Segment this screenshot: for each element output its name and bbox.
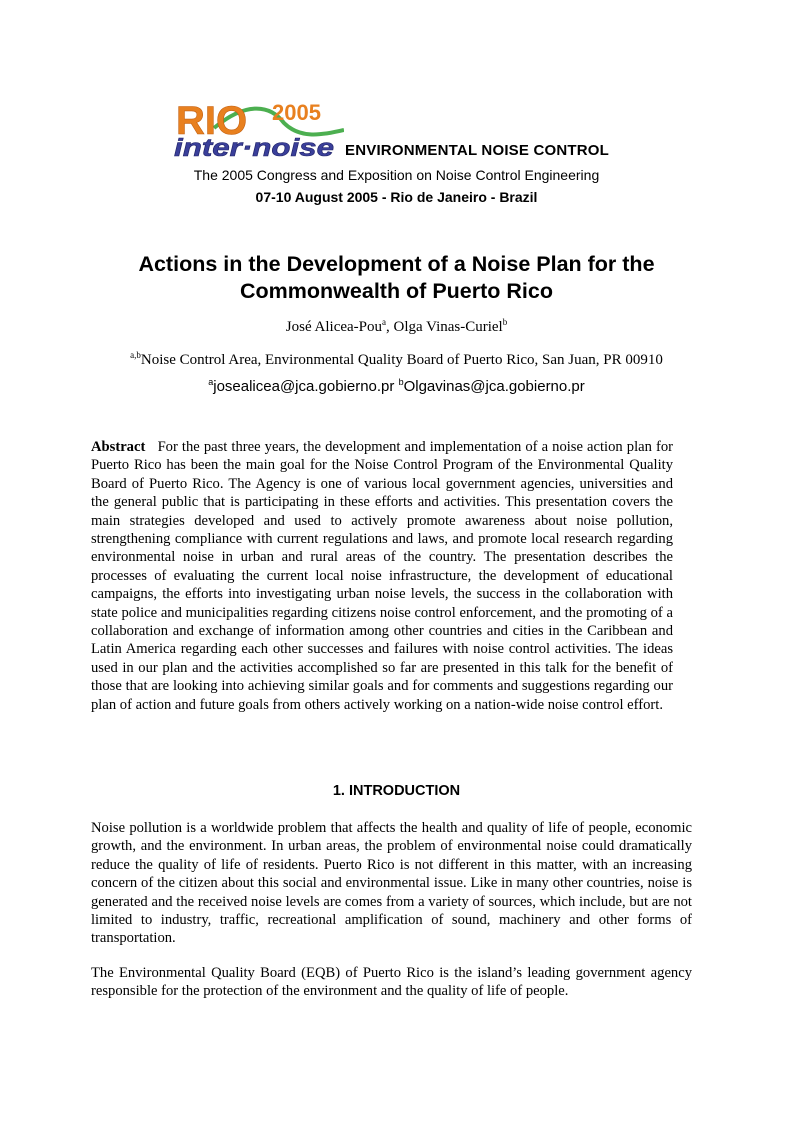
logo-rio-text: RIO bbox=[176, 99, 248, 143]
abstract-label: Abstract bbox=[91, 439, 146, 455]
paper-title-line2: Commonwealth of Puerto Rico bbox=[240, 279, 553, 303]
author-separator: , bbox=[386, 319, 394, 335]
email-1-sup: a bbox=[208, 377, 214, 387]
author-2-sup: b bbox=[502, 317, 508, 327]
author-1: José Alicea-Pou bbox=[285, 319, 382, 335]
conference-subtitle: The 2005 Congress and Exposition on Noise Control Engineering bbox=[193, 167, 600, 183]
logo-year-text: 2005 bbox=[272, 100, 321, 125]
authors bbox=[0, 319, 793, 336]
section-heading-introduction: 1. INTRODUCTION bbox=[332, 783, 461, 799]
conference-date: 07-10 August 2005 - Rio de Janeiro - Brazil bbox=[255, 189, 538, 205]
author-2: Olga Vinas-Curiel bbox=[393, 319, 503, 335]
abstract bbox=[91, 438, 673, 714]
introduction-paragraph-1: Noise pollution is a worldwide problem that affects the health and quality of life of people, economic growth, and the environment. In urban areas, the problem of environmental noise could dramatically reduce the quality of life of residents. Puerto Rico is not different in this matter, with an increasing concern of the citizen about this social and environmental issue. Like in many other countries, noise is generated and the received noise levels are comes from a variety of sources, which include, but are not limited to industry, traffic, recreational amplification of sound, machinery and other forms of transportation. bbox=[91, 820, 692, 947]
introduction-paragraph-2: The Environmental Quality Board (EQB) of Puerto Rico is the island’s leading government agency responsible for the protection of the environment and the quality of life of people. bbox=[91, 965, 692, 1000]
affiliation-text: Noise Control Area, Environmental Quality Board of Puerto Rico, San Juan, PR 00910 bbox=[140, 352, 663, 368]
internoise-logo bbox=[174, 98, 344, 160]
email-1: josealicea@jca.gobierno.pr bbox=[213, 378, 395, 395]
affiliation bbox=[0, 352, 793, 369]
conference-title: ENVIRONMENTAL NOISE CONTROL bbox=[345, 142, 610, 159]
affiliation-sup: a,b bbox=[130, 350, 141, 360]
author-emails bbox=[0, 378, 793, 395]
logo-wordmark: inter·noise bbox=[174, 134, 335, 160]
paper-title-line1: Actions in the Development of a Noise Plan for the bbox=[138, 252, 655, 276]
email-2: Olgavinas@jca.gobierno.pr bbox=[403, 378, 585, 395]
abstract-text: For the past three years, the development and implementation of a noise action plan for Puerto Rico has been the main goal for the Noise Control Program of the Environmental Quality Board of Puerto Rico. The Agency is one of various local government agencies, universities and the general public that is participating in these efforts and activities. This presentation covers the main strategies developed and used to actively promote awareness about noise pollution, strengthening compliance with current regulations and laws, and promote local research regarding environmental noise in urban and rural areas of the country. The presentation describes the processes of evaluating the current local noise infrastructure, the development of educational campaigns, the efforts into investigating urban noise levels, the success in the collaboration with state police and municipalities regarding citizens noise control enforcement, and the promoting of a collaboration and exchange of information among other countries and cities in the Caribbean and Latin America regarding each other successes and failures with noise control activities. The ideas used in our plan and the activities accomplished so far are presented in this talk for the benefit of those that are looking into achieving similar goals and for comments and suggestions regarding our plan of action and future goals from others actively working on a nation-wide noise control effort. bbox=[91, 439, 674, 713]
paper-title bbox=[60, 251, 733, 305]
author-1-sup: a bbox=[382, 317, 386, 327]
email-2-sup: b bbox=[398, 377, 404, 387]
